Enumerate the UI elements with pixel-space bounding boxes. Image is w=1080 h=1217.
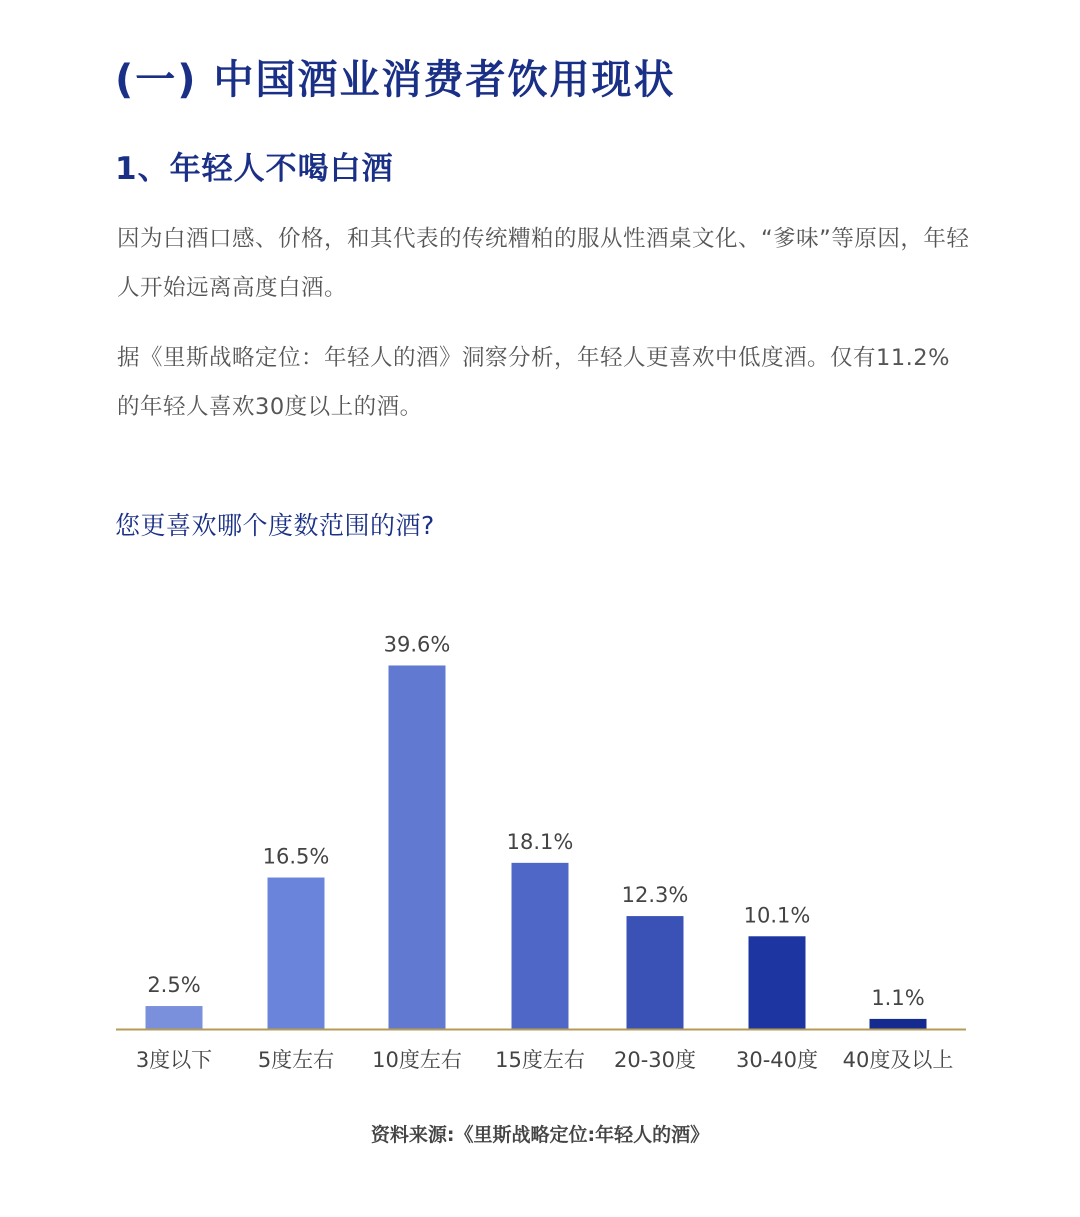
bar-3 bbox=[389, 665, 446, 1029]
value-label-5: 12.3% bbox=[621, 883, 689, 908]
bar-6 bbox=[749, 936, 806, 1029]
category-label-3: 10度左右 bbox=[372, 1048, 462, 1072]
category-label-5: 20-30度 bbox=[613, 1048, 697, 1072]
value-label-7: 1.1% bbox=[871, 985, 925, 1010]
section-title: (一) 中国酒业消费者饮用现状 bbox=[115, 57, 676, 103]
category-label-1: 3度以下 bbox=[135, 1048, 213, 1072]
value-label-4: 18.1% bbox=[506, 829, 574, 854]
value-label-3: 39.6% bbox=[383, 632, 451, 657]
bar-1 bbox=[146, 1006, 203, 1029]
bar-7 bbox=[870, 1019, 927, 1029]
category-label-4: 15度左右 bbox=[495, 1048, 585, 1072]
value-label-2: 16.5% bbox=[262, 844, 330, 869]
source-note: 资料来源:《里斯战略定位:年轻人的酒》 bbox=[370, 1124, 710, 1146]
value-label-1: 2.5% bbox=[147, 973, 201, 998]
subsection-title: 1、年轻人不喝白酒 bbox=[115, 151, 394, 187]
category-label-6: 30-40度 bbox=[735, 1048, 819, 1072]
paragraph-2: 据《里斯战略定位：年轻人的酒》洞察分析，年轻人更喜欢中低度酒。仅有11.2%的年轻人喜欢30度以上的酒。 bbox=[117, 345, 950, 420]
chart-title: 您更喜欢哪个度数范围的酒? bbox=[115, 511, 435, 540]
category-label-2: 5度左右 bbox=[257, 1048, 335, 1072]
bar-4 bbox=[512, 863, 569, 1029]
category-label-7: 40度及以上 bbox=[842, 1048, 954, 1072]
bar-5 bbox=[627, 916, 684, 1029]
value-label-6: 10.1% bbox=[743, 903, 811, 928]
paragraph-1: 因为白酒口感、价格，和其代表的传统糟粕的服从性酒桌文化、“爹味”等原因，年轻人开始远离高度白酒。 bbox=[117, 226, 970, 301]
bar-2 bbox=[268, 878, 325, 1029]
